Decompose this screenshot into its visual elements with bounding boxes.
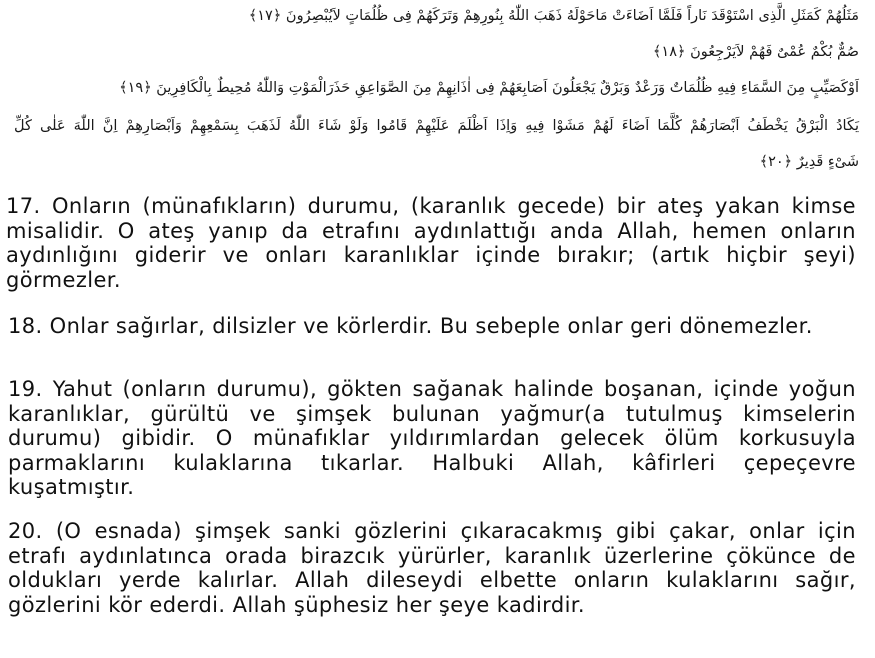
translation-verse-18: 18. Onlar sağırlar, dilsizler ve körlerdir. Bu sebeple onlar geri dönemezler. bbox=[8, 314, 813, 338]
arabic-verse-19: اَوْكَصَيِّبٍ مِنَ السَّمَاءِ فِيهِ ظُلُمَاتٌ وَرَعْدٌ وَبَرْقٌ يَجْعَلُونَ اَصَابِعَهُمْ فِى اٰذَانِهِمْ مِنَ الصَّوَاعِقِ حَذَرَالْمَوْتِ وَاللّٰهُ مُحِيطٌ بِالْكَافِرِينَ ﴿١٩﴾ bbox=[119, 80, 859, 96]
arabic-verse-20-line2: شَىْءٍ قَدِيرٌ ﴿٢٠﴾ bbox=[759, 154, 859, 170]
arabic-verse-18: صُمٌّ بُكْمٌ عُمْىٌ فَهُمْ لاَيَرْجِعُونَ ﴿١٨﴾ bbox=[652, 44, 859, 60]
arabic-verse-20-line1: يَكَادُ الْبَرْقُ يَخْطَفُ اَبْصَارَهُمْ كُلَّمَا اَضَاءَ لَهُمْ مَشَوْا فِيهِ وَاِذَا اَظْلَمَ عَلَيْهِمْ قَامُوا وَلَوْ شَاءَ اللّٰهُ لَذَهَبَ بِسَمْعِهِمْ وَاَبْصَارِهِمْ اِنَّ اللّٰهَ عَلٰى كُلِّ bbox=[14, 118, 859, 134]
translation-verse-17: 17. Onların (münafıkların) durumu, (karanlık gecede) bir ateş yakan kimse misalidir. O ateş yanıp da etrafını aydınlattığı anda Allah, hemen onların aydınlığını giderir ve onları karanlıklar içinde bırakır; (artık hiçbir şeyi) görmezler. bbox=[6, 194, 856, 292]
translation-verse-19: 19. Yahut (onların durumu), gökten sağanak halinde boşanan, içinde yoğun karanlıklar, gürültü ve şimşek bulunan yağmur(a tutulmuş kimselerin durumu) gibidir. O münafıklar yıldırımlardan gelecek ölüm korkusuyla parmaklarını kulaklarına tıkarlar. Halbuki Allah, kâfirleri çepeçevre kuşatmıştır. bbox=[8, 377, 856, 499]
arabic-verses-block bbox=[0, 0, 875, 184]
arabic-verse-17: مَثَلُهُمْ كَمَثَلِ الَّذِى اسْتَوْقَدَ نَاراً فَلَمَّا اَضَاءَتْ مَاحَوْلَهُ ذَهَبَ اللّٰهُ بِنُورِهِمْ وَتَرَكَهُمْ فِى ظُلُمَاتٍ لاَيُبْصِرُونَ ﴿١٧﴾ bbox=[248, 8, 859, 24]
translation-verse-20: 20. (O esnada) şimşek sanki gözlerini çıkaracakmış gibi çakar, onlar için etrafı aydınlatınca orada birazcık yürürler, karanlık üzerlerine çökünce de oldukları yerde kalırlar. Allah dileseydi elbette onların kulaklarını sağır, gözlerini kör ederdi. Allah şüphesiz her şeye kadirdir. bbox=[8, 519, 856, 617]
